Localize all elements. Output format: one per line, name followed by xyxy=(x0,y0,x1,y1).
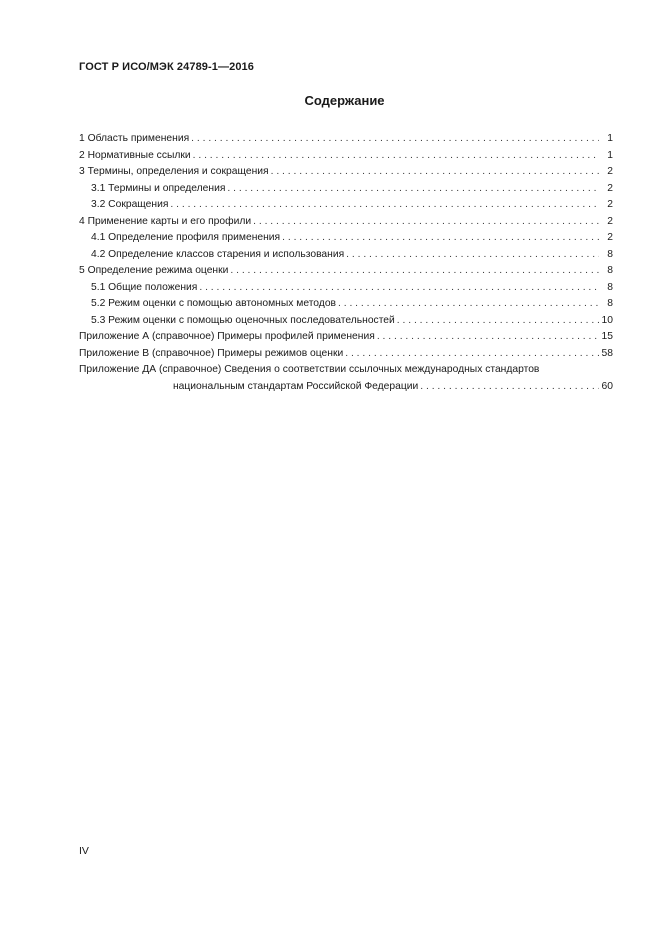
toc-leader-dots xyxy=(345,346,599,363)
toc-entry-page: 58 xyxy=(601,347,613,359)
toc-entry-label: 3.2 Сокращения xyxy=(91,199,169,210)
toc-leader-dots xyxy=(346,247,599,264)
toc-entry-page: 2 xyxy=(607,182,613,194)
document-id-header: ГОСТ Р ИСО/МЭК 24789-1—2016 xyxy=(79,61,254,73)
toc-entry[interactable] xyxy=(79,148,613,165)
toc-entry-page: 8 xyxy=(607,298,613,309)
toc-entry-label: 4.2 Определение классов старения и использования xyxy=(91,248,345,260)
toc-leader-dots xyxy=(227,181,599,198)
toc-entry-label: 4.1 Определение профиля применения xyxy=(91,232,281,243)
toc-entry-label: Приложение ДА (справочное) Сведения о соответствии ссылочных международных стандартов xyxy=(79,364,540,375)
toc-subentry[interactable] xyxy=(79,280,613,297)
table-of-contents xyxy=(79,131,613,395)
toc-entry-label: Приложение А (справочное) Примеры профилей применения xyxy=(79,331,375,342)
page-title: Содержание xyxy=(304,93,385,108)
toc-leader-dots xyxy=(230,263,599,280)
toc-subentry[interactable] xyxy=(79,197,613,214)
toc-entry-label: 1 Область применения xyxy=(79,133,190,144)
toc-entry-page: 60 xyxy=(601,380,613,392)
toc-leader-dots xyxy=(193,148,599,165)
toc-entry-page: 1 xyxy=(607,133,613,144)
toc-entry-label: Приложение В (справочное) Примеры режимов оценки xyxy=(79,347,344,359)
toc-leader-dots xyxy=(199,280,599,297)
toc-entry-page: 8 xyxy=(607,248,613,260)
toc-leader-dots xyxy=(338,296,599,313)
toc-entry-page: 1 xyxy=(607,149,613,161)
toc-entry[interactable] xyxy=(79,131,613,148)
toc-entry-label: 3 Термины, определения и сокращения xyxy=(79,166,269,177)
toc-entry-label: 5.1 Общие положения xyxy=(91,281,198,293)
toc-entry-page: 2 xyxy=(607,232,613,243)
toc-subentry[interactable] xyxy=(79,247,613,264)
toc-entry[interactable] xyxy=(79,329,613,346)
toc-subentry[interactable] xyxy=(79,296,613,313)
toc-entry-page: 8 xyxy=(607,281,613,293)
toc-entry-label-cont: национальным стандартам Российской Федерации xyxy=(173,380,419,392)
toc-entry[interactable] xyxy=(79,214,613,231)
toc-leader-dots xyxy=(377,329,599,346)
toc-entry[interactable] xyxy=(79,263,613,280)
toc-entry[interactable] xyxy=(79,164,613,181)
toc-leader-dots xyxy=(253,214,599,231)
toc-leader-dots xyxy=(282,230,599,247)
toc-subentry[interactable] xyxy=(79,313,613,330)
toc-entry-page: 2 xyxy=(607,199,613,210)
toc-entry-label: 3.1 Термины и определения xyxy=(91,182,226,194)
toc-entry-page: 8 xyxy=(607,265,613,276)
toc-leader-dots xyxy=(420,379,599,396)
toc-entry-label: 5.3 Режим оценки с помощью оценочных последовательностей xyxy=(91,314,395,326)
toc-entry-page: 15 xyxy=(601,331,613,342)
toc-entry-multiline[interactable] xyxy=(79,362,613,395)
toc-entry-page: 10 xyxy=(601,314,613,326)
toc-leader-dots xyxy=(191,131,599,148)
toc-entry-label: 4 Применение карты и его профили xyxy=(79,215,252,227)
toc-leader-dots xyxy=(170,197,599,214)
toc-entry-page: 2 xyxy=(607,215,613,227)
page-number: IV xyxy=(79,845,89,857)
toc-subentry[interactable] xyxy=(79,181,613,198)
toc-entry-continuation xyxy=(79,379,613,396)
toc-entry-label: 5.2 Режим оценки с помощью автономных методов xyxy=(91,298,337,309)
toc-leader-dots xyxy=(397,313,599,330)
toc-entry-label: 2 Нормативные ссылки xyxy=(79,149,191,161)
toc-entry[interactable] xyxy=(79,346,613,363)
toc-subentry[interactable] xyxy=(79,230,613,247)
toc-entry-page: 2 xyxy=(607,166,613,177)
toc-entry-label: 5 Определение режима оценки xyxy=(79,265,229,276)
toc-leader-dots xyxy=(271,164,599,181)
